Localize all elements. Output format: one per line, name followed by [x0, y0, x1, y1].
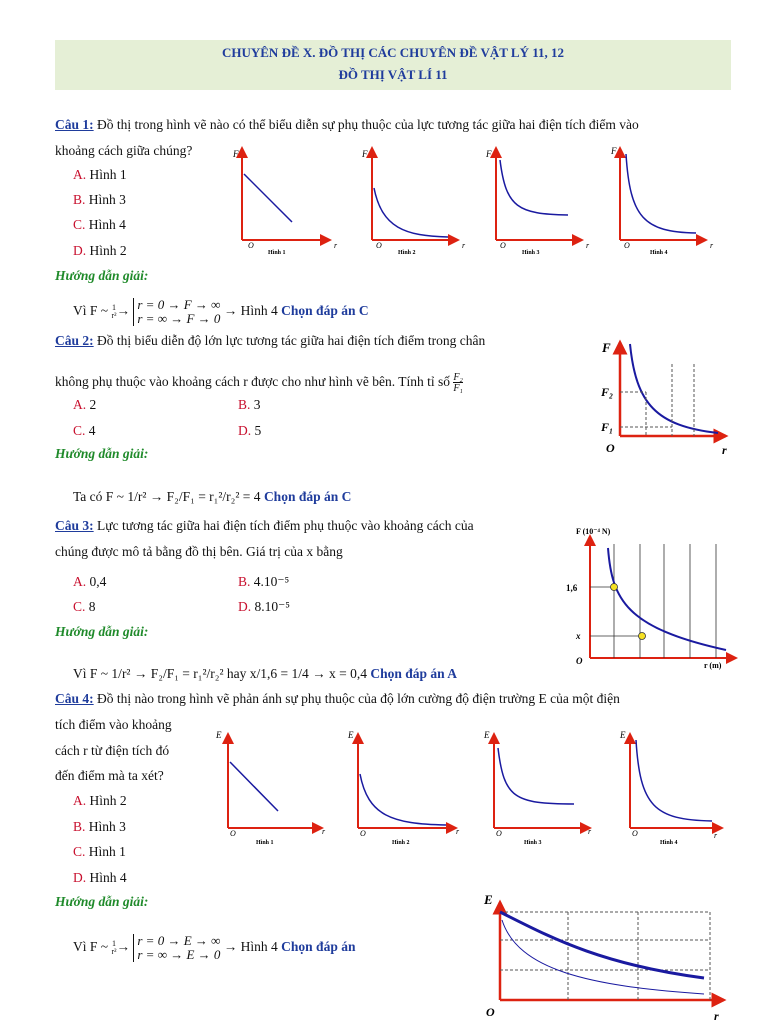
q3-solution: Vì F ~ 1/r² → F₂/F₁ = r₁²/r₂² hay x/1,6 = 1/4 → x = 0,4 Chọn đáp án A [73, 666, 458, 681]
q1-graph-3 [485, 148, 590, 256]
q1-g4-y: F [611, 146, 617, 156]
svg-text:r: r [456, 827, 460, 836]
q1-label: Câu 1: [55, 117, 94, 132]
q1-g2-x: r [462, 241, 466, 250]
q4-option-c[interactable]: C. Hình 1 [73, 844, 126, 859]
q3-g-y: F (10⁻⁴ N) [576, 527, 611, 536]
q1-g1-y: F [233, 149, 239, 159]
q4-graph-3 [483, 730, 592, 846]
svg-text:E: E [348, 730, 354, 740]
q1-graph-4 [610, 146, 714, 256]
q1-answer: Chọn đáp án C [281, 303, 369, 319]
q4-graphs [210, 724, 730, 850]
q4-label: Câu 4: [55, 691, 94, 706]
q1-g4-cap: Hình 4 [650, 250, 668, 256]
q4-solution: Vì F ~ 1 r²→ r = 0 → E → ∞ r = ∞ → E → 0 → Hình 4 Chọn đáp án [73, 933, 356, 962]
q2-g-f1: F₁ [601, 420, 614, 434]
q3-answer: Chọn đáp án A [370, 666, 458, 681]
q1-graphs [230, 140, 730, 262]
q4-question-l3: cách r từ điện tích đó [55, 743, 170, 758]
q2-option-a[interactable]: A. 2 [73, 397, 97, 412]
q1-solution: Vì F ~ 1 r²→ r = 0 → F → ∞ r = ∞ → F → 0 → Hình 4 Chọn đáp án C [73, 297, 369, 326]
q4-g5-o: O [486, 1005, 495, 1019]
q3-label: Câu 3: [55, 518, 94, 533]
q3-g-v2: x [576, 631, 581, 641]
header-subtitle: ĐỒ THỊ VẬT LÍ 11 [338, 67, 448, 82]
q3-g-v1: 1,6 [566, 583, 578, 593]
q1-text-line1 [55, 117, 639, 133]
q1-option-d[interactable]: D. Hình 2 [73, 243, 127, 258]
q3-g-o: O [576, 656, 583, 666]
q2-question: Đồ thị biểu diễn độ lớn lực tương tác giữa hai điện tích điểm trong chân [97, 333, 486, 348]
q3-g-x: r (m) [704, 661, 722, 670]
q2-question-cont: không phụ thuộc vào khoảng cách r được cho như hình vẽ bên. Tính tỉ số $\frac{\text{F₂}}{\text{F₁}}$ [55, 372, 463, 394]
q3-guide: Hướng dẫn giải: [55, 624, 149, 639]
q2-guide: Hướng dẫn giải: [55, 446, 149, 461]
svg-text:E: E [216, 730, 222, 740]
svg-text:E: E [484, 730, 490, 740]
q1-option-b[interactable]: B. Hình 3 [73, 192, 126, 207]
q3-option-c[interactable]: C. 8 [73, 599, 96, 614]
q1-g2-y: F [362, 149, 368, 159]
svg-text:O: O [496, 829, 502, 838]
svg-text:O: O [230, 829, 236, 838]
header-banner [55, 40, 731, 90]
q2-solution: Ta có F ~ 1/r² → F₂/F₁ = r₁²/r₂² = 4 Chọn đáp án C [73, 489, 352, 504]
q4-graph-1 [215, 730, 326, 846]
svg-text:Hình 1: Hình 1 [256, 840, 274, 846]
q2-g-f2: F₂ [601, 385, 614, 399]
svg-text:Hình 3: Hình 3 [524, 840, 542, 846]
svg-text:r: r [588, 827, 592, 836]
q4-option-b[interactable]: B. Hình 3 [73, 819, 126, 834]
q1-g1-o: O [248, 241, 254, 250]
svg-text:Hình 4: Hình 4 [660, 840, 678, 846]
q1-option-c[interactable]: C. Hình 4 [73, 217, 126, 232]
q1-guide: Hướng dẫn giải: [55, 268, 149, 283]
q1-g1-x: r [334, 241, 338, 250]
q1-g4-x: r [710, 241, 714, 250]
q1-g2-cap: Hình 2 [398, 250, 416, 256]
q3-question-cont: chúng được mô tả bằng đồ thị bên. Giá trị của x bằng [55, 544, 343, 559]
q4-g5-x: r [714, 1009, 719, 1022]
q4-question-l2: tích điểm vào khoảng [55, 717, 172, 732]
q1-option-a[interactable]: A. Hình 1 [73, 167, 127, 182]
q3-option-a[interactable]: A. 0,4 [73, 574, 107, 589]
q1-graph-1 [232, 148, 338, 256]
q1-graph-2 [361, 148, 466, 256]
q4-g5-y: E [484, 892, 493, 907]
svg-text:O: O [632, 829, 638, 838]
q1-question: Đồ thị trong hình vẽ nào có thể biểu diễn sự phụ thuộc của lực tương tác giữa hai điện tích điểm vào [97, 117, 639, 132]
q2-graph [598, 338, 738, 460]
q4-option-d[interactable]: D. Hình 4 [73, 870, 127, 885]
q3-option-d[interactable]: D. 8.10⁻⁵ [238, 599, 290, 614]
q1-g3-x: r [586, 241, 590, 250]
q3-option-b[interactable]: B. 4.10⁻⁵ [238, 574, 290, 589]
q2-option-d[interactable]: D. 5 [238, 423, 262, 438]
header-title: CHUYÊN ĐỀ X. ĐỒ THỊ CÁC CHUYÊN ĐỀ VẬT LÝ 11, 12 [221, 45, 565, 60]
q4-graph-4 [619, 730, 722, 846]
q4-option-a[interactable]: A. Hình 2 [73, 793, 127, 808]
q4-graph-5 [478, 890, 740, 1022]
svg-text:Hình 2: Hình 2 [392, 840, 410, 846]
q2-g-x: r [722, 443, 727, 457]
q3-question: Lực tương tác giữa hai điện tích điểm phụ thuộc vào khoảng cách của [97, 518, 474, 533]
svg-text:O: O [360, 829, 366, 838]
q2-g-o: O [606, 441, 615, 455]
q4-question: Đồ thị nào trong hình vẽ phản ánh sự phụ thuộc của độ lớn cường độ điện trường E của một điện [97, 691, 620, 706]
q1-g3-o: O [500, 241, 506, 250]
svg-text:r: r [714, 831, 718, 840]
q3-graph [560, 522, 740, 670]
q2-g-y: F [602, 340, 611, 355]
q2-option-b[interactable]: B. 3 [238, 397, 261, 412]
q4-graph-2 [347, 730, 460, 846]
q2-option-c[interactable]: C. 4 [73, 423, 96, 438]
q2-label: Câu 2: [55, 333, 94, 348]
q4-text-line1 [55, 691, 620, 707]
q1-g1-cap: Hình 1 [268, 250, 286, 256]
svg-text:r: r [322, 827, 326, 836]
q4-guide: Hướng dẫn giải: [55, 894, 149, 909]
q2-text-line1 [55, 333, 485, 349]
q4-question-l4: đến điểm mà ta xét? [55, 768, 164, 783]
q1-g2-o: O [376, 241, 382, 250]
q1-question-cont: khoảng cách giữa chúng? [55, 143, 193, 158]
q1-g3-y: F [486, 149, 492, 159]
q4-answer: Chọn đáp án [281, 939, 356, 955]
q1-g4-o: O [624, 241, 630, 250]
svg-text:E: E [620, 730, 626, 740]
q2-answer: Chọn đáp án C [263, 489, 352, 504]
q1-g3-cap: Hình 3 [522, 250, 540, 256]
q3-text-line1 [55, 518, 474, 534]
